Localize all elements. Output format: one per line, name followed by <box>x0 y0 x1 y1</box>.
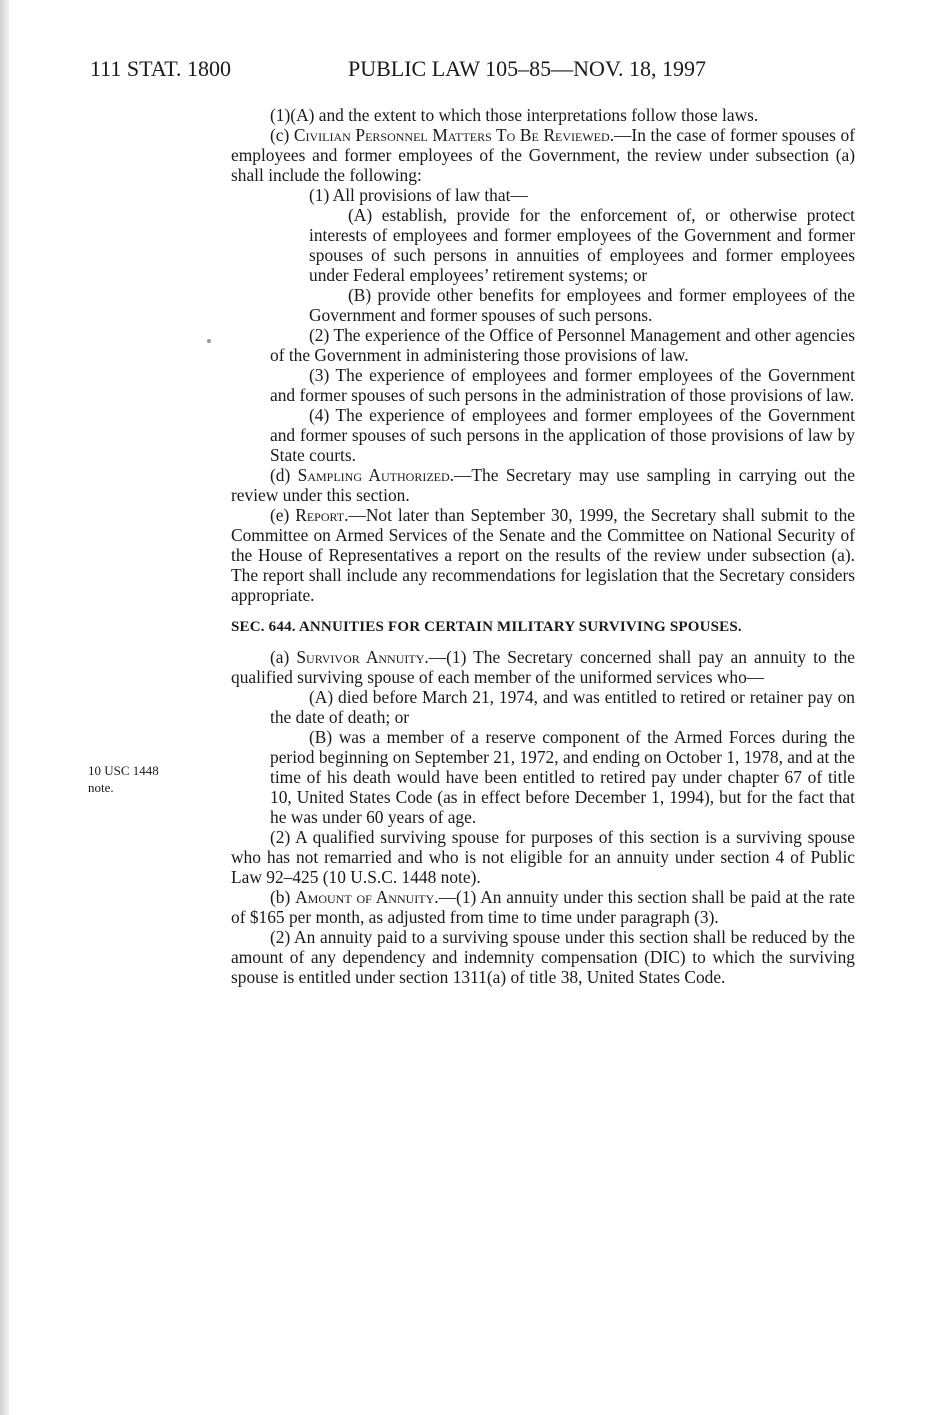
subsection-e-heading: Report <box>295 505 345 525</box>
margin-note-line-1: 10 USC 1448 <box>88 763 159 778</box>
subparagraph-c1A: (A) establish, provide for the enforcement of, or otherwise protect interests of employees and former employees of the Government and former spouses of such persons in annuities of employees and former employees under Federal employees’ retirement systems; or <box>309 205 855 285</box>
subsection-b <box>231 887 855 927</box>
scan-edge-shadow <box>0 0 9 1415</box>
running-header-title: PUBLIC LAW 105–85—NOV. 18, 1997 <box>348 56 706 81</box>
subsection-c-heading: Civilian Personnel Matters To Be Reviewed <box>293 125 610 145</box>
statute-page-reference: 111 STAT. 1800 <box>90 56 232 81</box>
subsection-b-heading: Amount of Annuity <box>295 887 435 907</box>
margin-note-line-2: note. <box>88 780 114 795</box>
subsection-c-label: (c) <box>270 125 294 145</box>
subsection-e-label: (e) <box>270 505 296 525</box>
subsection-a-label: (a) <box>270 647 297 667</box>
paragraph-c2: (2) The experience of the Office of Personnel Management and other agencies of the Government in administering those provisions of law. <box>270 325 855 365</box>
subparagraph-aB: (B) was a member of a reserve component of the Armed Forces during the period beginning on September 21, 1972, and ending on October 1, 1978, and at the time of his death would have been entitled to retired pay under chapter 67 of title 10, United States Code (as in effect before December 1, 1994), but for the fact that he was under 60 years of age. <box>270 727 855 827</box>
subsection-e-text: .—Not later than September 30, 1999, the Secretary shall submit to the Committee on Armed Services of the Senate and the Committee on National Security of the House of Representatives a report on the results of the review under subsection (a). The report shall include any recommendations for legislation that the Secretary considers appropriate. <box>231 505 855 605</box>
subsection-b-text: .—(1) An annuity under this section shall be paid at the rate of $165 per month, as adjusted from time to time under paragraph (3). <box>231 887 855 927</box>
subsection-c <box>231 125 855 185</box>
paragraph-c4: (4) The experience of employees and former employees of the Government and former spouses of such persons in the application of those provisions of law by State courts. <box>270 405 855 465</box>
subparagraph-c1B: (B) provide other benefits for employees and former employees of the Government and former spouses of such persons. <box>309 285 855 325</box>
subsection-a-text: .—(1) The Secretary concerned shall pay an annuity to the qualified surviving spouse of each member of the uniformed services who— <box>231 647 855 687</box>
paragraph-c1: (1) All provisions of law that— <box>309 185 528 205</box>
section-heading: SEC. 644. ANNUITIES FOR CERTAIN MILITARY SURVIVING SPOUSES. <box>231 619 742 635</box>
paragraph-c3: (3) The experience of employees and former employees of the Government and former spouses of such persons in the administration of those provisions of law. <box>270 365 855 405</box>
paragraph-b2: (2) An annuity paid to a surviving spouse under this section shall be reduced by the amount of any dependency and indemnity compensation (DIC) to which the surviving spouse is entitled under section 1311(a) of title 38, United States Code. <box>231 927 855 987</box>
subparagraph-aA: (A) died before March 21, 1974, and was entitled to retired or retainer pay on the date of death; or <box>270 687 855 727</box>
scan-speck <box>207 339 211 343</box>
subsection-d-heading: Sampling Authorized <box>297 465 450 485</box>
subsection-d <box>231 465 855 505</box>
subsection-b-label: (b) <box>270 887 296 907</box>
subsection-a <box>231 647 855 687</box>
subsection-d-label: (d) <box>270 465 298 485</box>
subsection-e <box>231 505 855 605</box>
body-text <box>231 105 855 987</box>
subsection-d-text: .—The Secretary may use sampling in carrying out the review under this section. <box>231 465 855 505</box>
paragraph-a2: (2) A qualified surviving spouse for purposes of this section is a surviving spouse who has not remarried and who is not eligible for an annuity under section 4 of Public Law 92–425 (10 U.S.C. 1448 note). <box>231 827 855 887</box>
subsection-c-text: .—In the case of former spouses of employees and former employees of the Government, the review under subsection (a) shall include the following: <box>231 125 855 185</box>
subsection-a-heading: Survivor Annuity <box>296 647 425 667</box>
margin-citation-note <box>88 762 198 796</box>
paragraph-continuation: (1)(A) and the extent to which those interpretations follow those laws. <box>270 105 759 125</box>
